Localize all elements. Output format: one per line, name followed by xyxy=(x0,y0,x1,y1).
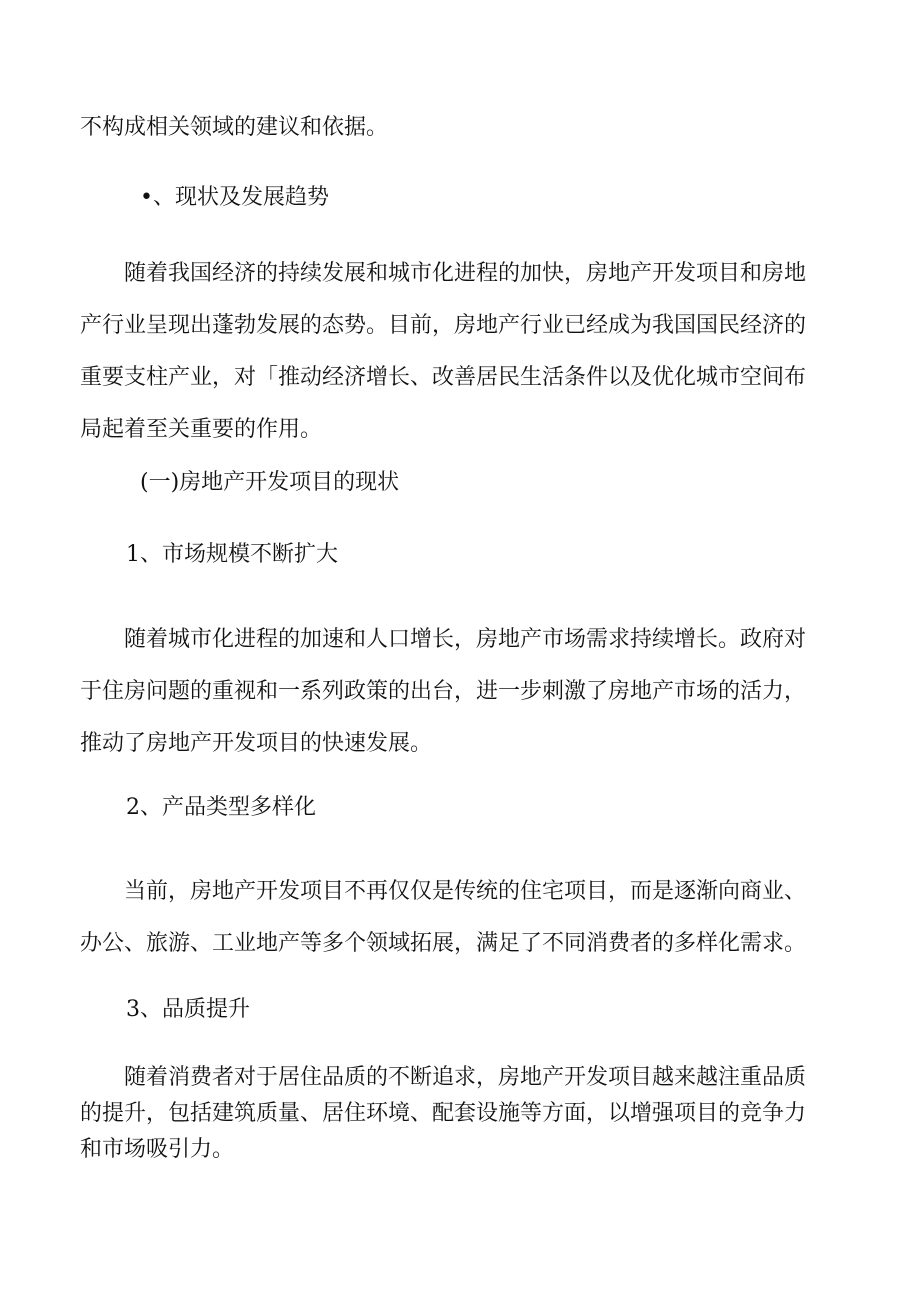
paragraph-quality-improvement: 随着消费者对于居住品质的不断追求，房地产开发项目越来越注重品质 的提升，包括建筑质量、居住环境、配套设施等方面，以增强项目的竞争力 和市场吸引力。 xyxy=(80,1065,807,1162)
item-heading-product-types: 2、产品类型多样化 xyxy=(126,795,316,820)
item-heading-quality-improvement: 3、品质提升 xyxy=(126,997,250,1022)
item-heading-market-scale: 1、市场规模不断扩大 xyxy=(126,542,338,567)
continuation-line: 不构成相关领域的建议和依据。 xyxy=(80,115,389,140)
subsection-heading-current-status: (一)房地产开发项目的现状 xyxy=(140,470,400,495)
paragraph-product-types: 当前，房地产开发项目不再仅仅是传统的住宅项目，而是逐渐向商业、 办公、旅游、工业地产等多个领域拓展，满足了不同消费者的多样化需求。 xyxy=(80,879,807,956)
section-heading-status-trends: •、现状及发展趋势 xyxy=(140,185,329,210)
paragraph-intro: 随着我国经济的持续发展和城市化进程的加快，房地产开发项目和房地 产行业呈现出蓬勃发展的态势。目前，房地产行业已经成为我国国民经济的 重要支柱产业，对「推动经济增长、改善居民生活条件以及优化城市空间布 局起着至关重要的作用。 xyxy=(80,261,807,442)
paragraph-market-scale: 随着城市化进程的加速和人口增长，房地产市场需求持续增长。政府对 于住房问题的重视和一系列政策的出台，进一步刺激了房地产市场的活力， 推动了房地产开发项目的快速发展。 xyxy=(80,627,807,756)
